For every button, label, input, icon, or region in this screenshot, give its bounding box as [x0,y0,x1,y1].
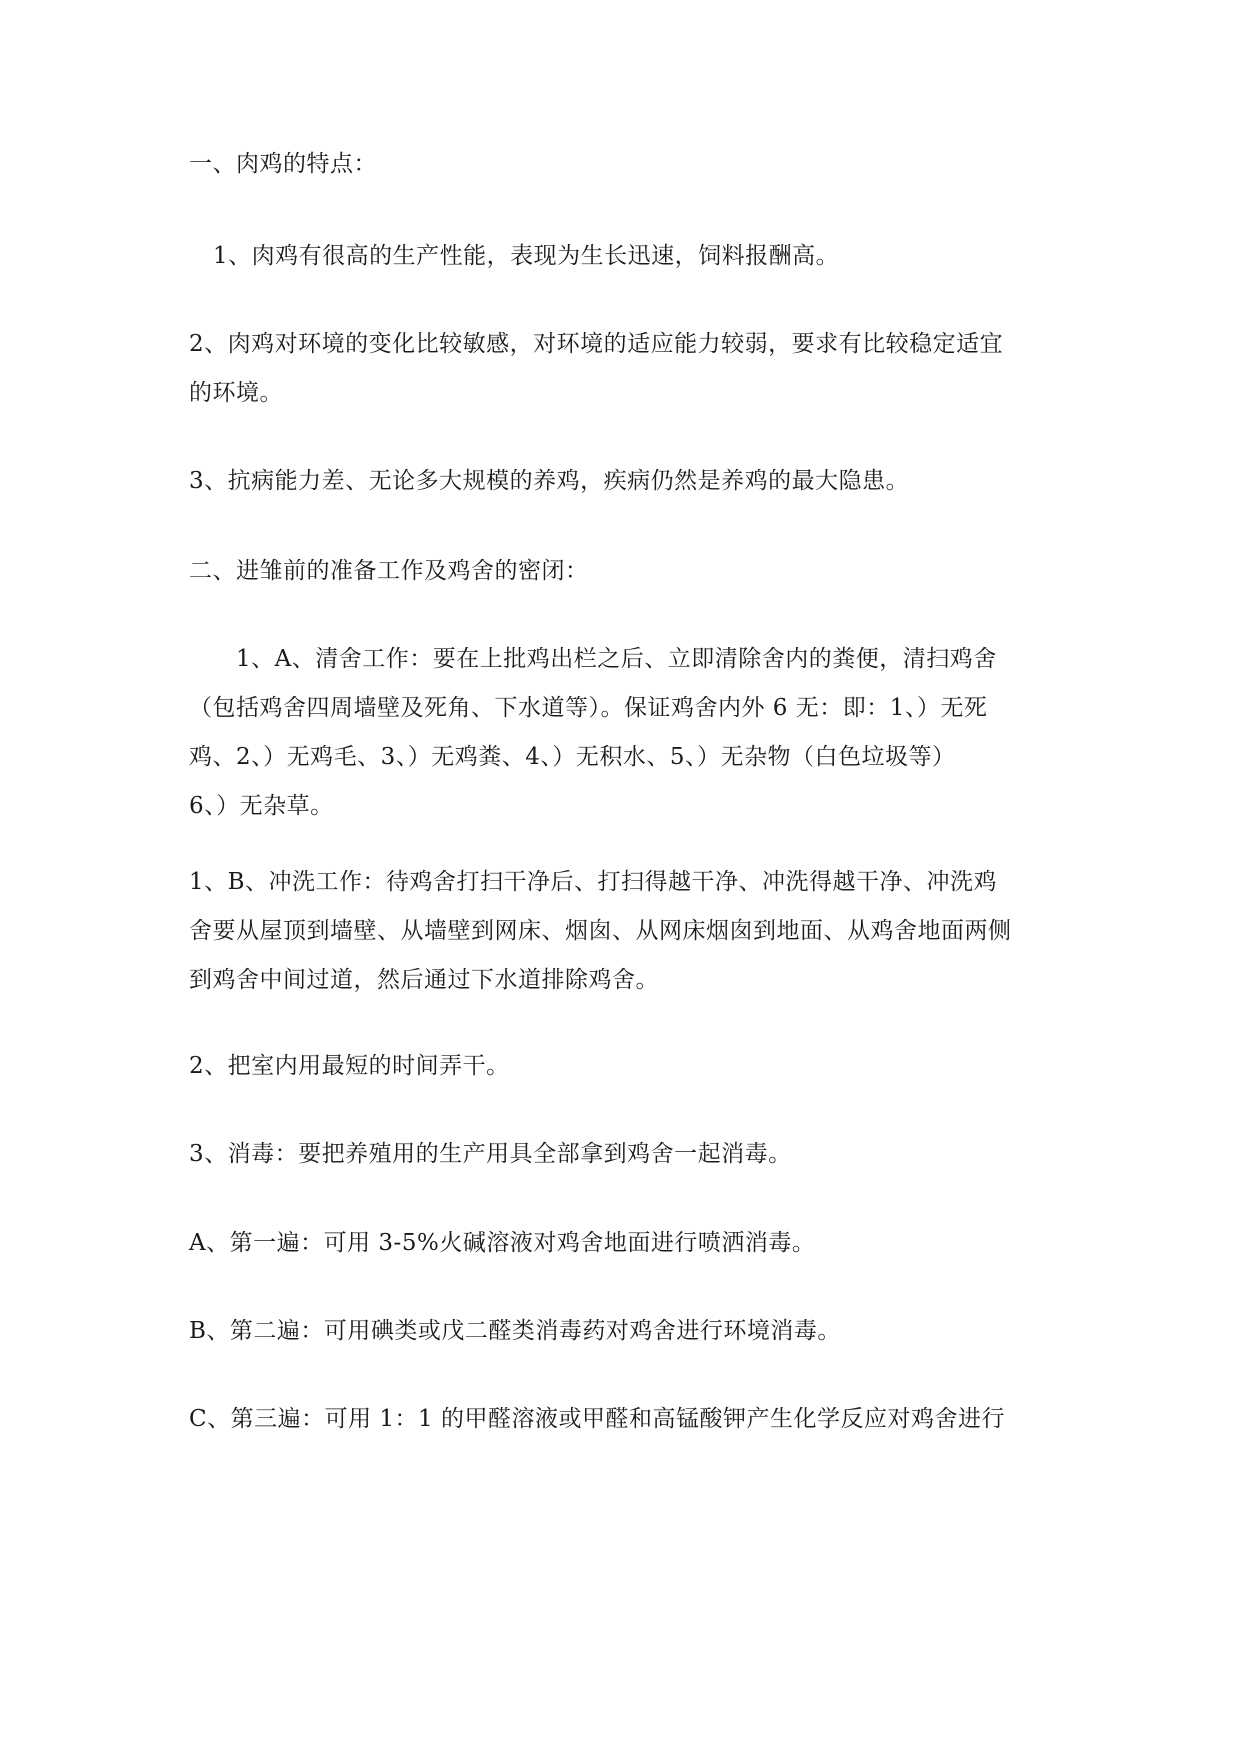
text-line: 2、把室内用最短的时间弄干。 [189,1053,510,1079]
paragraph-disinfection-second [189,1307,1059,1356]
text-line: 鸡、2、）无鸡毛、3、）无鸡粪、4、）无积水、5、）无杂物（白色垃圾等） [189,744,956,770]
paragraph-disinfection-third [189,1395,1059,1444]
paragraph-item-3 [189,457,1059,506]
text-line: B、第二遍：可用碘类或戊二醛类消毒药对鸡舍进行环境消毒。 [189,1318,841,1344]
text-line: 的环境。 [189,380,283,406]
text-line: 1、B、冲洗工作：待鸡舍打扫干净后、打扫得越干净、冲洗得越干净、冲洗鸡 [189,869,998,895]
text-line: A、第一遍：可用 3-5%火碱溶液对鸡舍地面进行喷洒消毒。 [189,1230,816,1256]
text-line: 二、进雏前的准备工作及鸡舍的密闭： [189,558,589,584]
paragraph-item-1 [213,232,1083,281]
paragraph-item-2 [189,320,1059,418]
section-heading-broiler-characteristics [189,140,1059,189]
text-line: 1、A、清舍工作：要在上批鸡出栏之后、立即清除舍内的粪便，清扫鸡舍 [236,646,997,672]
text-line: 舍要从屋顶到墙壁、从墙壁到网床、烟囱、从网床烟囱到地面、从鸡舍地面两侧 [189,918,1012,944]
text-line: 1、肉鸡有很高的生产性能，表现为生长迅速，饲料报酬高。 [213,243,840,269]
text-line: 2、肉鸡对环境的变化比较敏感，对环境的适应能力较弱，要求有比较稳定适宜 [189,331,1004,357]
text-line: 到鸡舍中间过道，然后通过下水道排除鸡舍。 [189,967,659,993]
text-line: 3、抗病能力差、无论多大规模的养鸡，疾病仍然是养鸡的最大隐患。 [189,468,910,494]
text-line: 一、肉鸡的特点： [189,151,377,177]
text-line: （包括鸡舍四周墙壁及死角、下水道等）。保证鸡舍内外 6 无：即：1、）无死 [189,695,988,721]
text-line: C、第三遍：可用 1：1 的甲醛溶液或甲醛和高锰酸钾产生化学反应对鸡舍进行 [189,1406,1005,1432]
paragraph-washing [189,858,1059,1005]
paragraph-disinfection-first [189,1219,1059,1268]
section-heading-preparation [189,547,1059,596]
text-line: 3、消毒：要把养殖用的生产用具全部拿到鸡舍一起消毒。 [189,1141,792,1167]
paragraph-disinfection [189,1130,1059,1179]
text-line: 6、）无杂草。 [189,793,334,819]
paragraph-cleaning [189,635,1059,831]
paragraph-drying [189,1042,1059,1091]
